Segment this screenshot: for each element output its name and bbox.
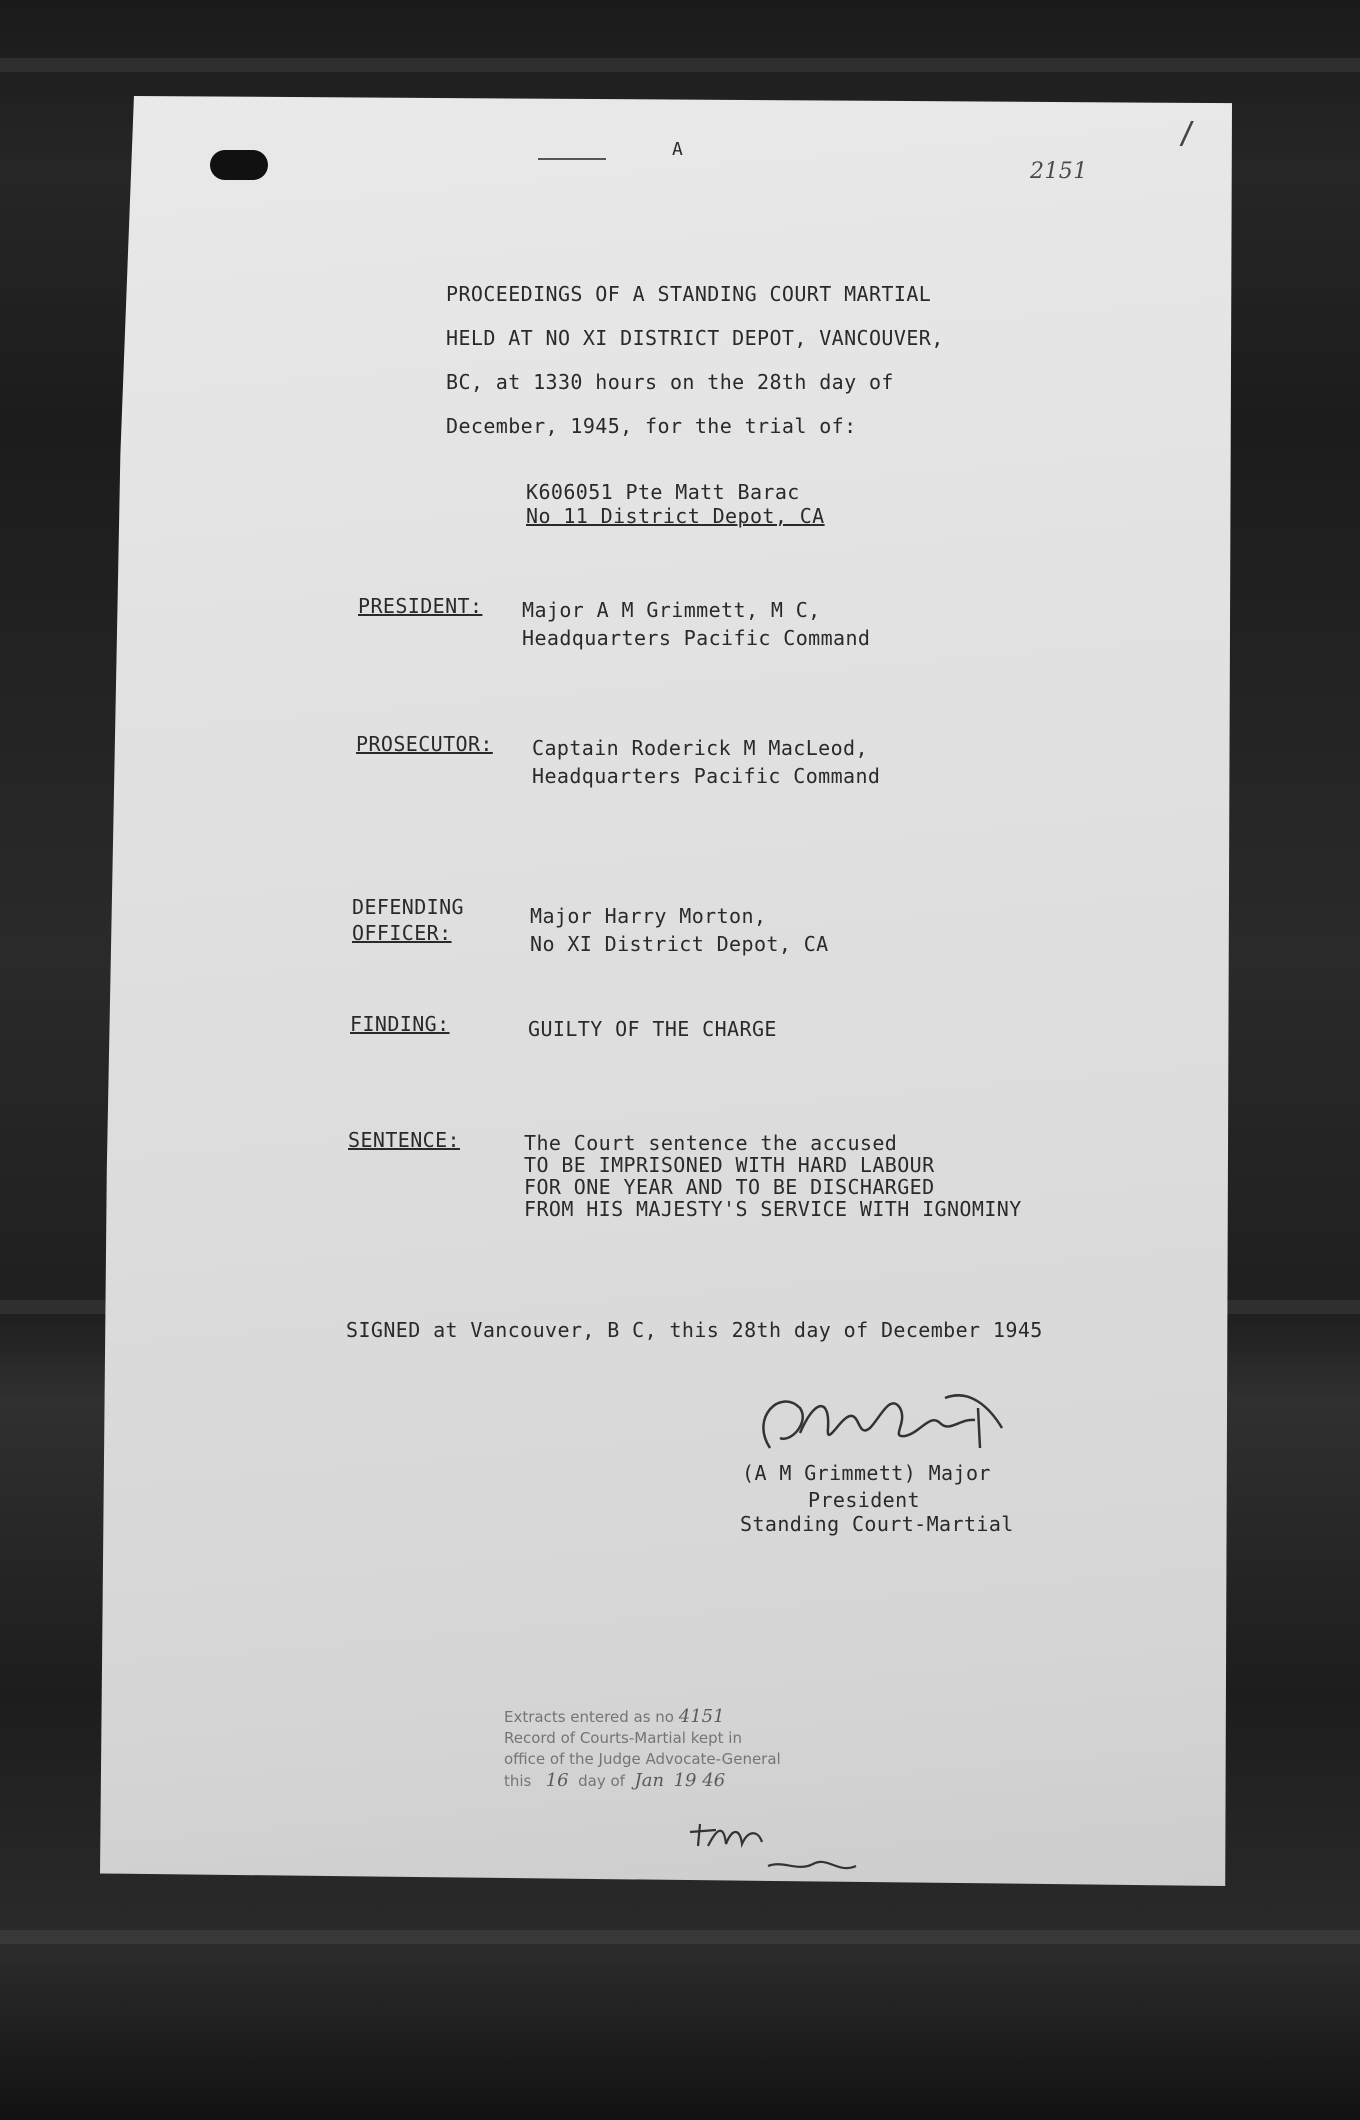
sentence-value: [524, 1132, 1022, 1220]
defending-officer-name: Major Harry Morton,: [530, 904, 767, 928]
proceedings-title: [446, 272, 944, 448]
film-band: [0, 1930, 1360, 1944]
signer-court: Standing Court-Martial: [740, 1512, 1014, 1536]
stamp-text: day of: [578, 1772, 625, 1790]
handwritten-page-number: 2151: [1030, 159, 1088, 184]
stamp-day: 16: [545, 1770, 569, 1791]
sentence-line: The Court sentence the accused: [524, 1131, 898, 1155]
president-unit: Headquarters Pacific Command: [522, 626, 871, 650]
defending-label-line2: OFFICER:: [352, 921, 452, 945]
pencil-dash-mark: [538, 158, 606, 160]
sentence-line: TO BE IMPRISONED WITH HARD LABOUR: [524, 1153, 935, 1177]
president-name: Major A M Grimmett, M C,: [522, 598, 821, 622]
page-letter: A: [672, 139, 684, 160]
accused-unit: No 11 District Depot, CA: [526, 504, 825, 528]
stamp-text: this: [504, 1772, 532, 1790]
president-value: [522, 596, 870, 652]
punch-hole: [210, 150, 268, 180]
president-label: PRESIDENT:: [358, 594, 483, 618]
jag-stamp: [504, 1706, 781, 1792]
signer-name: (A M Grimmett) Major: [742, 1461, 991, 1485]
defending-officer-label: [352, 894, 464, 946]
title-line: PROCEEDINGS OF A STANDING COURT MARTIAL: [446, 282, 932, 306]
title-line: BC, at 1330 hours on the 28th day of: [446, 370, 894, 394]
stamp-year: 19 46: [673, 1770, 726, 1791]
sentence-line: FOR ONE YEAR AND TO BE DISCHARGED: [524, 1175, 935, 1199]
signed-line: SIGNED at Vancouver, B C, this 28th day of December 1945: [346, 1318, 1043, 1342]
defending-officer-unit: No XI District Depot, CA: [530, 932, 829, 956]
stamp-text: Extracts entered as no: [504, 1708, 674, 1726]
prosecutor-label: PROSECUTOR:: [356, 732, 493, 756]
title-line: December, 1945, for the trial of:: [446, 414, 857, 438]
finding-label: FINDING:: [350, 1012, 450, 1036]
prosecutor-name: Captain Roderick M MacLeod,: [532, 736, 868, 760]
handwritten-initials: [688, 1816, 868, 1886]
sentence-line: FROM HIS MAJESTY'S SERVICE WITH IGNOMINY: [524, 1197, 1022, 1221]
defending-officer-value: [530, 902, 829, 958]
stamp-line: office of the Judge Advocate-General: [504, 1750, 781, 1768]
title-line: HELD AT NO XI DISTRICT DEPOT, VANCOUVER,: [446, 326, 944, 350]
tick-mark: /: [1178, 116, 1197, 151]
finding-value: GUILTY OF THE CHARGE: [528, 1017, 777, 1041]
stamp-month: Jan: [634, 1770, 665, 1791]
accused-name: K606051 Pte Matt Barac: [526, 480, 800, 504]
handwritten-signature: [740, 1378, 1010, 1468]
defending-label-line1: DEFENDING: [352, 895, 464, 919]
stamp-line: [504, 1770, 781, 1792]
film-band: [0, 58, 1360, 72]
prosecutor-unit: Headquarters Pacific Command: [532, 764, 881, 788]
prosecutor-value: [532, 734, 880, 790]
stamp-line: Record of Courts-Martial kept in: [504, 1729, 742, 1747]
stamp-line: [504, 1706, 781, 1728]
stamp-record-number: 4151: [678, 1706, 725, 1727]
signer-title: President: [808, 1488, 920, 1512]
sentence-label: SENTENCE:: [348, 1128, 460, 1152]
accused-block: [526, 480, 825, 528]
